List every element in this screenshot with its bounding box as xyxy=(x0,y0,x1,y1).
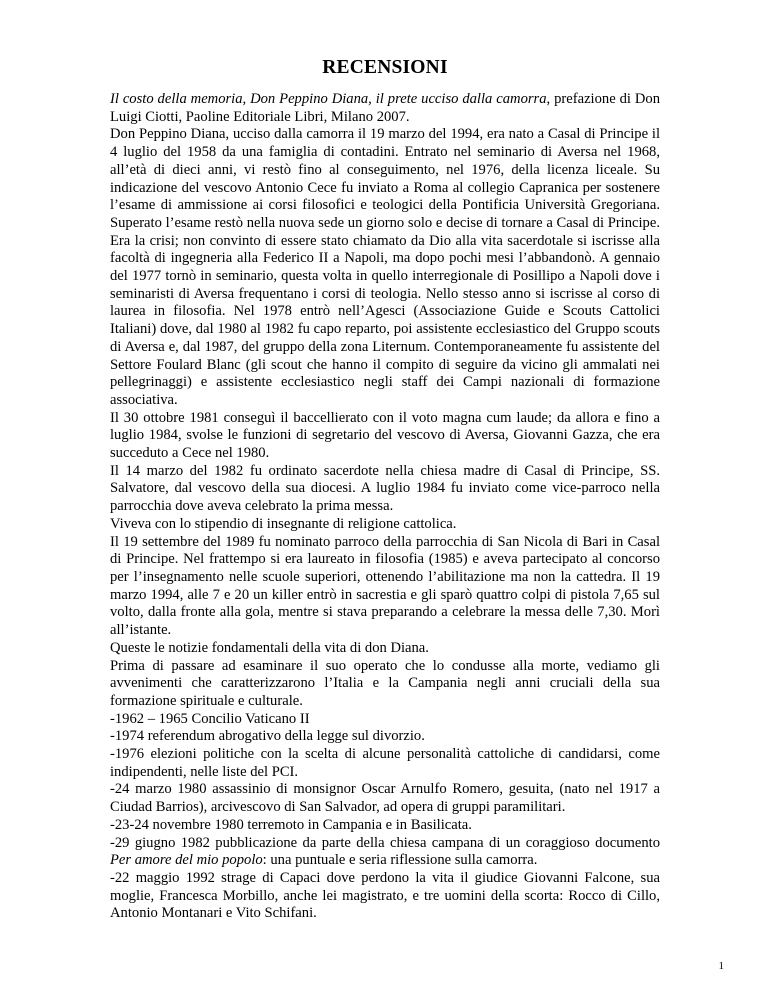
publication-details: , prefazione di Don Luigi Ciotti, Paoline Editoriale Libri, Milano 2007. xyxy=(110,91,660,125)
timeline-1982-text-before: -29 giugno 1982 pubblicazione da parte della chiesa campana di un coraggioso documento xyxy=(110,834,660,851)
paragraph-salary: Viveva con lo stipendio di insegnante di religione cattolica. xyxy=(110,515,457,532)
page-number: 1 xyxy=(718,960,724,972)
paragraph-parish-and-death: Il 19 settembre del 1989 fu nominato parroco della parrocchia di San Nicola di Bari in Casal di Principe. Nel frattempo si era laureato in filosofia (1985) e aveva partecipato al concorso per l’insegnamento nelle scuole superiori, ottenendo l’abilitazione ma non la cattedra. Il 19 marzo 1994, alle 7 e 20 un killer entrò in sacrestia e gli sparò quattro colpi di pistola 7,65 sul volto, dalla fronte alla gola, mentre si stava preparando a celebrare la messa delle 7,30. Morì all’istante. xyxy=(110,533,660,639)
page-title: RECENSIONI xyxy=(322,57,448,78)
timeline-item-1962: -1962 – 1965 Concilio Vaticano II xyxy=(110,710,310,727)
book-citation xyxy=(110,91,660,126)
timeline-item-1980-romero: -24 marzo 1980 assassinio di monsignor Oscar Arnulfo Romero, gesuita, (nato nel 1917 a Ciudad Barrios), arcivescovo di San Salvador, ad opera di gruppi paramilitari. xyxy=(110,781,660,816)
timeline-1982-text-after: : una puntuale e seria riflessione sulla camorra. xyxy=(262,852,538,869)
timeline-item-1982 xyxy=(110,835,660,870)
document-title: Per amore del mio popolo xyxy=(110,852,263,869)
timeline-item-1976: -1976 elezioni politiche con la scelta di alcune personalità cattoliche di candidarsi, come indipendenti, nelle liste del PCI. xyxy=(110,746,660,780)
paragraph-baccalaureate: Il 30 ottobre 1981 conseguì il baccellierato con il voto magna cum laude; da allora e fino a luglio 1984, svolse le funzioni di segretario del vescovo di Aversa, Giovanni Gazza, che era succeduto a Cece nel 1980. xyxy=(110,409,660,462)
paragraph-biography: Don Peppino Diana, ucciso dalla camorra il 19 marzo del 1994, era nato a Casal di Principe il 4 luglio del 1958 da una famiglia di contadini. Entrato nel seminario di Aversa nel 1968, all’età di dieci anni, vi restò fino al conseguimento, nel 1976, della licenza liceale. Su indicazione del vescovo Antonio Cece fu inviato a Roma al collegio Capranica per sostenere l’esame di ammissione ai corsi filosofici e teologici della Pontificia Università Gregoriana. Superato l’esame restò nella nuova sede un giorno solo e decise di tornare a Casal di Principe. Era la crisi; non convinto di essere stato chiamato da Dio alla vita sacerdotale si iscrisse alla facoltà di ingegneria alla Federico II a Napoli, ma dopo pochi mesi l’abbandonò. A gennaio del 1977 tornò in seminario, questa volta in quello interregionale di Posillipo a Napoli dove i seminaristi di Aversa frequentano i corsi di teologia. Nello stesso anno si iscrisse al corso di laurea in filosofia. Nel 1978 entrò nell’Agesci (Associazione Guide e Scouts Cattolici Italiani) dove, dal 1980 al 1982 fu capo reparto, poi assistente ecclesiastico del Gruppo scouts di Aversa e, dal 1987, del gruppo della zona Liternum. Contemporaneamente fu assistente del Settore Foulard Blanc (gli scout che hanno il compito di seguire da vicino gli ammalati nei pellegrinaggi) e assistente ecclesiastico negli staff dei Campi nazionali di formazione associativa. xyxy=(110,126,660,408)
timeline-item-1980-earthquake: -23-24 novembre 1980 terremoto in Campania e in Basilicata. xyxy=(110,816,472,833)
timeline-item-1974: -1974 referendum abrogativo della legge sul divorzio. xyxy=(110,728,425,745)
paragraph-context-intro: Prima di passare ad esaminare il suo operato che lo condusse alla morte, vediamo gli avvenimenti che caratterizzarono l’Italia e la Campania negli anni cruciali della sua formazione spirituale e culturale. xyxy=(110,657,660,709)
timeline-item-1992: -22 maggio 1992 strage di Capaci dove perdono la vita il giudice Giovanni Falcone, sua moglie, Francesca Morbillo, anche lei magistrato, e tre uomini della scorta: Rocco di Cillo, Antonio Montanari e Vito Schifani. xyxy=(110,869,660,922)
paragraph-summary: Queste le notizie fondamentali della vita di don Diana. xyxy=(110,639,429,656)
paragraph-ordination: Il 14 marzo del 1982 fu ordinato sacerdote nella chiesa madre di Casal di Principe, SS. Salvatore, dal vescovo della sua diocesi. A luglio 1984 fu inviato come vice-parroco nella parrocchia dove aveva celebrato la prima messa. xyxy=(110,462,660,515)
review-body xyxy=(110,91,660,923)
book-title: Il costo della memoria, Don Peppino Diana, il prete ucciso dalla camorra xyxy=(110,91,547,107)
page-content xyxy=(110,56,660,923)
